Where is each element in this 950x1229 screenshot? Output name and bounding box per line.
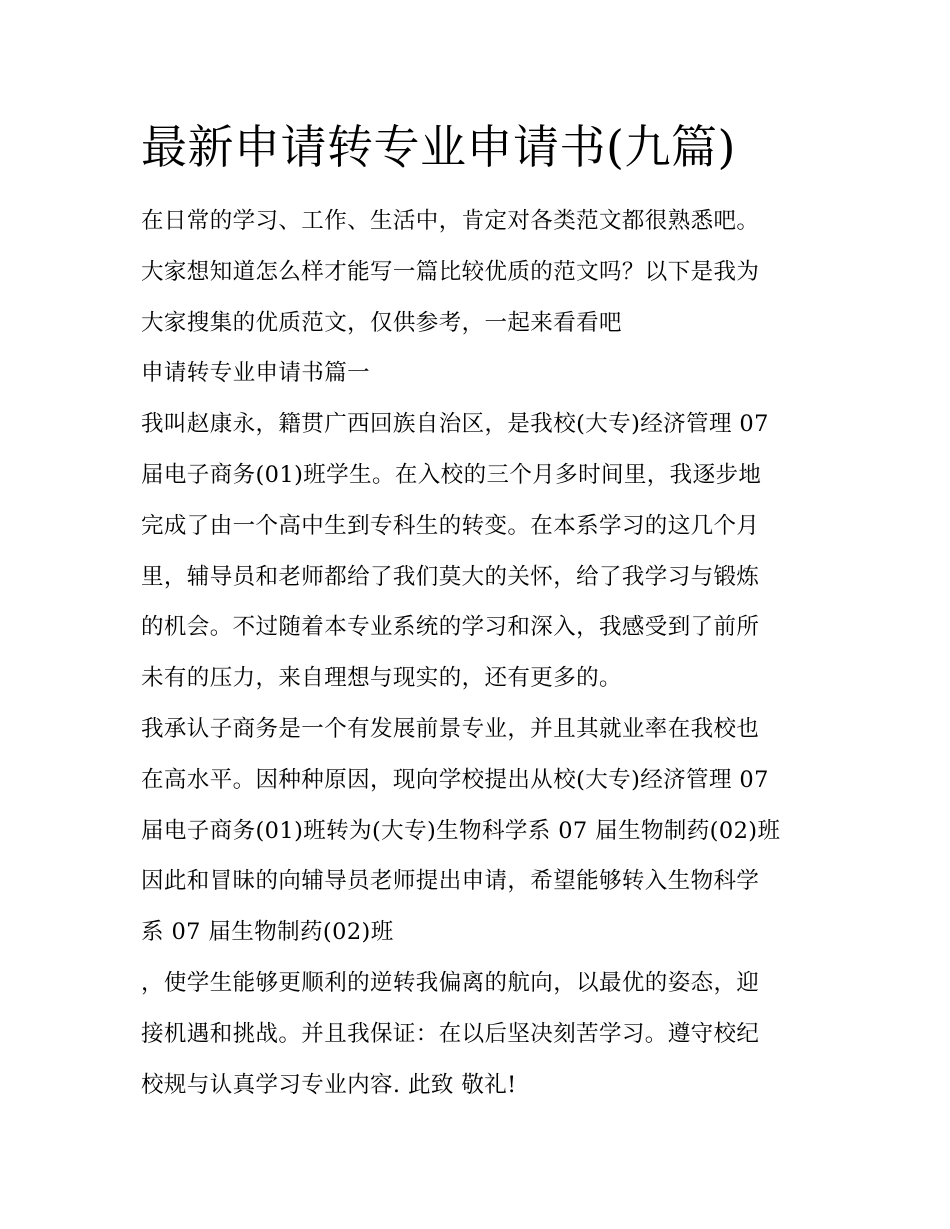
text-line: 大家搜集的优质范文，仅供参考，一起来看看吧 [141,309,622,336]
text-line: 我叫赵康永，籍贯广西回族自治区，是我校(大专)经济管理 07 [141,411,769,438]
text-line: 届电子商务(01)班转为(大专)生物科学系 07 届生物制药(02)班 [141,817,781,844]
document-page [141,112,813,1110]
text-line: ，使学生能够更顺利的逆转我偏离的航向，以最优的姿态，迎 [141,969,760,996]
text-line: 校规与认真学习专业内容. 此致 敬礼! [141,1071,517,1098]
text-line: 的机会。不过随着本专业系统的学习和深入，我感受到了前所 [141,614,760,641]
document-title: 最新申请转专业申请书(九篇) [141,120,736,174]
text-line: 接机遇和挑战。并且我保证：在以后坚决刻苦学习。遵守校纪 [141,1020,760,1047]
text-line: 完成了由一个高中生到专科生的转变。在本系学习的这几个月 [141,512,760,539]
text-line: 届电子商务(01)班学生。在入校的三个月多时间里，我逐步地 [141,461,762,488]
text-line: 里，辅导员和老师都给了我们莫大的关怀，给了我学习与锻炼 [141,563,760,590]
section-heading: 申请转专业申请书篇一 [141,360,371,387]
text-line: 系 07 届生物制药(02)班 [141,919,394,946]
text-line: 在高水平。因种种原因，现向学校提出从校(大专)经济管理 07 [141,766,769,793]
document-body [141,196,813,1110]
text-line: 在日常的学习、工作、生活中，肯定对各类范文都很熟悉吧。 [141,208,760,234]
text-line: 我承认子商务是一个有发展前景专业，并且其就业率在我校也 [141,715,760,742]
text-line: 大家想知道怎么样才能写一篇比较优质的范文吗？以下是我为 [141,258,760,285]
text-line: 未有的压力，来自理想与现实的，还有更多的。 [141,665,622,692]
text-line: 因此和冒昧的向辅导员老师提出申请，希望能够转入生物科学 [141,868,760,895]
